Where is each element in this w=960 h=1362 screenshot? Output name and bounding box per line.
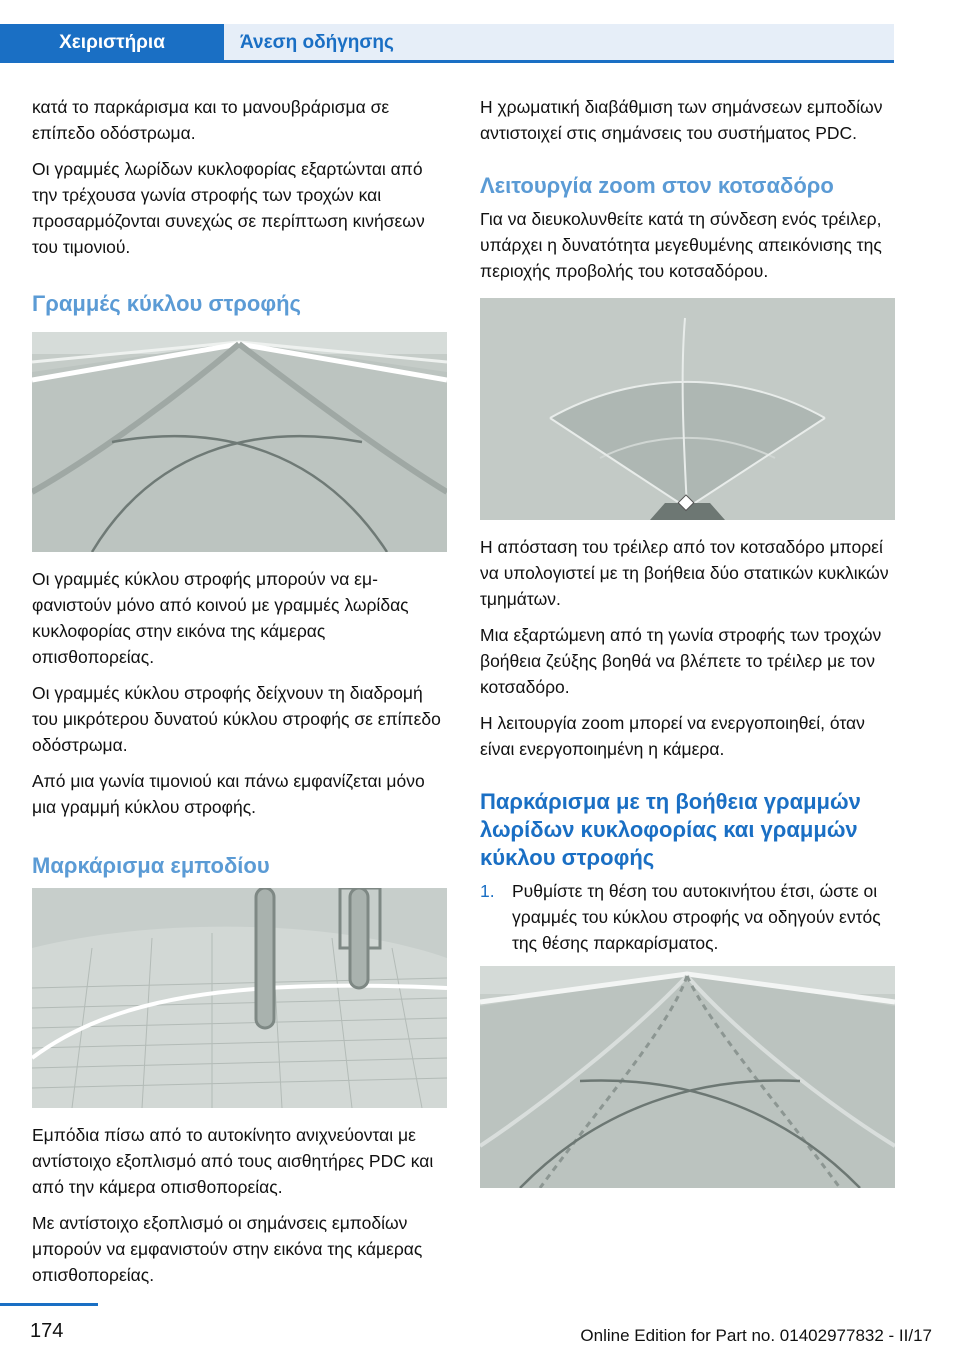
edition-note: Online Edition for Part no. 01402977832 - II/17	[580, 1326, 932, 1345]
paragraph: Για να διευκολυνθείτε κατά τη σύνδεση ενός τρέιλερ, υπάρχει η δυνατότητα μεγεθυμένης απεικόνισης της περιοχής προβολής του κοτσαδόρου.	[480, 209, 882, 281]
heading-hitch-zoom: Λειτουργία zoom στον κοτσαδόρο	[480, 173, 834, 198]
step-text: Ρυθμίστε τη θέση του αυτοκινήτου έτσι, ώστε οι γραμμές του κύκλου στροφής να οδηγούν εντός της θέσης παρκαρίσματος.	[512, 881, 881, 953]
hitch-zoom-image	[480, 298, 895, 520]
tab-controls[interactable]: Χειριστήρια	[0, 24, 224, 62]
turning-circle-image	[32, 332, 447, 552]
paragraph: Η χρωματική διαβάθμιση των σημάνσεων εμποδίων αντιστοιχεί στις σημάνσεις του συστήματος PDC.	[480, 97, 883, 143]
parking-lines-figure	[480, 966, 895, 1188]
paragraph: Η λειτουργία zoom μπορεί να ενεργοποιηθεί, όταν είναι ενεργοποιημένη η κάμερα.	[480, 713, 865, 759]
heading-turning-circle: Γραμμές κύκλου στροφής	[32, 291, 301, 316]
paragraph: Οι γραμμές κύκλου στροφής δείχνουν τη διαδρομή του μικρότερου δυνατού κύκλου στροφής σε επίπεδο οδόστρωμα.	[32, 683, 441, 755]
list-item	[480, 878, 895, 956]
paragraph: Μια εξαρτώμενη από τη γωνία στροφής των τροχών βοήθεια ζεύξης βοηθά να βλέπετε το τρέιλερ με τον κοτσαδόρο.	[480, 625, 882, 697]
step-number: 1.	[480, 881, 495, 901]
tab-driving-comfort[interactable]: Άνεση οδήγησης	[224, 24, 894, 62]
heading-obstacle-marking: Μαρκάρισμα εμποδίου	[32, 853, 270, 878]
header-bar	[0, 0, 960, 62]
right-column	[480, 94, 895, 1202]
left-column	[32, 94, 447, 1298]
turning-circle-figure	[32, 332, 447, 552]
paragraph: Με αντίστοιχο εξοπλισμό οι σημάνσεις εμποδίων μπορούν να εμφανιστούν στην εικόνα της κάμερας οπισθοπορείας.	[32, 1213, 423, 1285]
step-list	[480, 878, 895, 956]
paragraph: Εμπόδια πίσω από το αυτοκίνητο ανιχνεύονται με αντίστοιχο εξοπλισμό από τους αισθητήρες PDC και από την κάμερα οπισθοπορείας.	[32, 1125, 434, 1197]
obstacle-marking-image	[32, 888, 447, 1108]
paragraph: Οι γραμμές λωρίδων κυκλοφορίας εξαρτώνται από την τρέχουσα γωνία στροφής των τροχών και προσαρμόζονται συνεχώς σε περίπτωση κινήσεων του τιμονιού.	[32, 159, 425, 257]
heading-parking-guidance: Παρκάρισμα με τη βοήθεια γραμμών λωρίδων κυκλοφορίας και γραμμών κύκλου στροφής	[480, 789, 861, 870]
header-divider	[0, 60, 894, 63]
paragraph: Οι γραμμές κύκλου στροφής μπορούν να εμφανιστούν μόνο από κοινού με γραμμές λωρίδας κυκλοφορίας στην εικόνα της κάμερας οπισθοπορείας.	[32, 569, 409, 667]
obstacle-marking-figure	[32, 888, 447, 1108]
hitch-zoom-figure	[480, 298, 895, 520]
page-number: 174	[30, 1320, 64, 1342]
parking-lines-image	[480, 966, 895, 1188]
paragraph: Από μια γωνία τιμονιού και πάνω εμφανίζεται μόνο μια γραμμή κύκλου στροφής.	[32, 771, 425, 817]
paragraph: κατά το παρκάρισμα και το μανουβράρισμα σε επίπεδο οδόστρωμα.	[32, 97, 390, 143]
footer-divider	[0, 1303, 98, 1306]
paragraph: Η απόσταση του τρέιλερ από τον κοτσαδόρο μπορεί να υπολογιστεί με τη βοήθεια δύο στατικών κυκλικών τμημάτων.	[480, 537, 889, 609]
